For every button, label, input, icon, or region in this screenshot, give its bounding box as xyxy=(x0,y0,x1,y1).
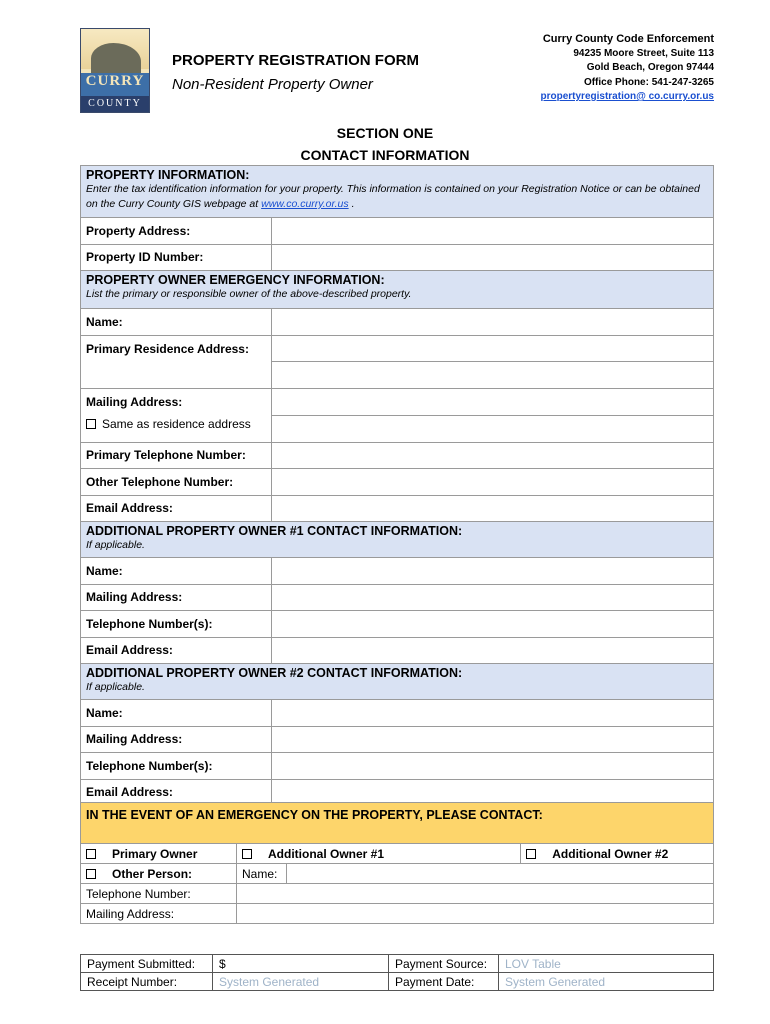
residence-address-label: Primary Residence Address: xyxy=(81,335,272,388)
residence-address-row xyxy=(81,335,714,362)
agency-email-link[interactable]: propertyregistration@ co.curry.or.us xyxy=(540,91,714,102)
additional-owner-1-option[interactable]: Additional Owner #1 xyxy=(237,844,521,864)
form-subtitle: Non-Resident Property Owner xyxy=(172,76,373,93)
owner2-mailing-row xyxy=(81,726,714,753)
property-address-label: Property Address: xyxy=(81,218,272,245)
emergency-owner-note: List the primary or responsible owner of the above-described property. xyxy=(86,288,412,300)
owner2-title: ADDITIONAL PROPERTY OWNER #2 CONTACT INFORMATION: xyxy=(86,666,463,680)
owner-email-field[interactable] xyxy=(272,495,714,522)
owner-name-field[interactable] xyxy=(272,309,714,336)
other-person-name-label: Name: xyxy=(237,864,287,884)
owner1-name-field[interactable] xyxy=(272,558,714,585)
property-id-label: Property ID Number: xyxy=(81,244,272,271)
property-id-field[interactable] xyxy=(272,244,714,271)
owner2-note: If applicable. xyxy=(86,681,145,693)
owner1-phone-label: Telephone Number(s): xyxy=(81,611,272,638)
payment-row-1 xyxy=(81,955,714,973)
owner2-email-label: Email Address: xyxy=(81,779,272,806)
payment-date-field: System Generated xyxy=(499,973,714,991)
owner2-phone-label: Telephone Number(s): xyxy=(81,753,272,780)
emergency-choice-row xyxy=(81,844,714,864)
owner-email-label: Email Address: xyxy=(81,495,272,522)
other-person-name-field[interactable] xyxy=(287,864,714,884)
logo-word: CURRY xyxy=(85,73,145,89)
owner1-note: If applicable. xyxy=(86,539,145,551)
checkbox-icon[interactable] xyxy=(86,869,96,879)
receipt-number-field: System Generated xyxy=(213,973,389,991)
other-person-row xyxy=(81,864,714,884)
property-id-row xyxy=(81,244,714,271)
other-phone-row xyxy=(81,469,714,496)
owner1-phone-field[interactable] xyxy=(272,611,714,638)
owner2-name-row xyxy=(81,700,714,727)
mailing-address-label: Mailing Address: xyxy=(86,394,183,409)
agency-city: Gold Beach, Oregon 97444 xyxy=(586,62,714,73)
emergency-mailing-field[interactable] xyxy=(237,904,714,924)
emergency-phone-label: Telephone Number: xyxy=(81,884,237,904)
owner2-mailing-field[interactable] xyxy=(272,726,714,753)
payment-source-label: Payment Source: xyxy=(389,955,499,973)
mailing-address-field-2[interactable] xyxy=(272,415,714,442)
agency-name: Curry County Code Enforcement xyxy=(542,33,714,45)
agency-street: 94235 Moore Street, Suite 113 xyxy=(573,47,714,59)
payment-submitted-label: Payment Submitted: xyxy=(81,955,213,973)
owner1-mailing-field[interactable] xyxy=(272,584,714,611)
other-phone-field[interactable] xyxy=(272,469,714,496)
owner1-phone-row xyxy=(81,611,714,638)
emergency-owner-title: PROPERTY OWNER EMERGENCY INFORMATION: xyxy=(86,273,385,287)
property-info-header xyxy=(81,166,714,218)
owner1-email-label: Email Address: xyxy=(81,637,272,664)
logo-county: COUNTY xyxy=(81,96,149,112)
owner2-name-label: Name: xyxy=(81,700,272,727)
section-number: SECTION ONE xyxy=(336,125,434,141)
emergency-mailing-row xyxy=(81,904,714,924)
owner1-mailing-row xyxy=(81,584,714,611)
owner1-email-row xyxy=(81,637,714,664)
mailing-address-cell xyxy=(81,388,272,442)
emergency-phone-field[interactable] xyxy=(237,884,714,904)
owner1-header xyxy=(81,522,714,558)
owner2-phone-field[interactable] xyxy=(272,753,714,780)
emergency-phone-row xyxy=(81,884,714,904)
emergency-mailing-label: Mailing Address: xyxy=(81,904,237,924)
payment-source-field[interactable]: LOV Table xyxy=(499,955,714,973)
primary-owner-option[interactable]: Primary Owner xyxy=(81,844,237,864)
owner-email-row xyxy=(81,495,714,522)
property-address-row xyxy=(81,218,714,245)
checkbox-icon[interactable] xyxy=(86,849,96,859)
emergency-contact-title: IN THE EVENT OF AN EMERGENCY ON THE PROPERTY, PLEASE CONTACT: xyxy=(81,803,714,844)
owner1-mailing-label: Mailing Address: xyxy=(81,584,272,611)
owner1-title: ADDITIONAL PROPERTY OWNER #1 CONTACT INFORMATION: xyxy=(86,524,463,538)
payment-submitted-field[interactable]: $ xyxy=(213,955,389,973)
gis-webpage-link[interactable]: www.co.curry.or.us xyxy=(261,198,349,210)
payment-table xyxy=(80,954,714,991)
owner-name-label: Name: xyxy=(81,309,272,336)
property-info-title: PROPERTY INFORMATION: xyxy=(86,168,250,182)
emergency-owner-header xyxy=(81,271,714,309)
checkbox-icon[interactable] xyxy=(86,419,96,429)
payment-row-2 xyxy=(81,973,714,991)
owner2-phone-row xyxy=(81,753,714,780)
contact-information-table xyxy=(80,165,714,806)
owner1-email-field[interactable] xyxy=(272,637,714,664)
checkbox-icon[interactable] xyxy=(242,849,252,859)
other-phone-label: Other Telephone Number: xyxy=(81,469,272,496)
mailing-address-row xyxy=(81,388,714,415)
other-person-option[interactable]: Other Person: xyxy=(81,864,237,884)
primary-phone-label: Primary Telephone Number: xyxy=(81,442,272,469)
owner2-header xyxy=(81,664,714,700)
logo-rock xyxy=(91,43,141,77)
payment-date-label: Payment Date: xyxy=(389,973,499,991)
agency-contact-block xyxy=(541,32,715,105)
same-as-residence-checkbox[interactable]: Same as residence address xyxy=(86,417,266,431)
residence-address-field-1[interactable] xyxy=(272,335,714,362)
mailing-address-field-1[interactable] xyxy=(272,388,714,415)
form-title: PROPERTY REGISTRATION FORM xyxy=(172,52,419,69)
additional-owner-2-option[interactable]: Additional Owner #2 xyxy=(521,844,714,864)
section-title: CONTACT INFORMATION xyxy=(300,147,470,163)
residence-address-field-2[interactable] xyxy=(272,362,714,389)
owner1-name-label: Name: xyxy=(81,558,272,585)
primary-phone-field[interactable] xyxy=(272,442,714,469)
curry-county-logo xyxy=(80,28,150,113)
emergency-contact-table xyxy=(80,802,714,924)
owner2-mailing-label: Mailing Address: xyxy=(81,726,272,753)
property-info-note: Enter the tax identification information for your property. This information is contained on your Registration Notice or can be obtained on the Curry County GIS webpage at www.co.curry.or.us . xyxy=(86,183,700,210)
primary-phone-row xyxy=(81,442,714,469)
owner2-name-field[interactable] xyxy=(272,700,714,727)
owner-name-row xyxy=(81,309,714,336)
checkbox-icon[interactable] xyxy=(526,849,536,859)
agency-phone: Office Phone: 541-247-3265 xyxy=(583,76,714,88)
property-address-field[interactable] xyxy=(272,218,714,245)
emergency-contact-header xyxy=(81,803,714,844)
receipt-number-label: Receipt Number: xyxy=(81,973,213,991)
owner1-name-row xyxy=(81,558,714,585)
